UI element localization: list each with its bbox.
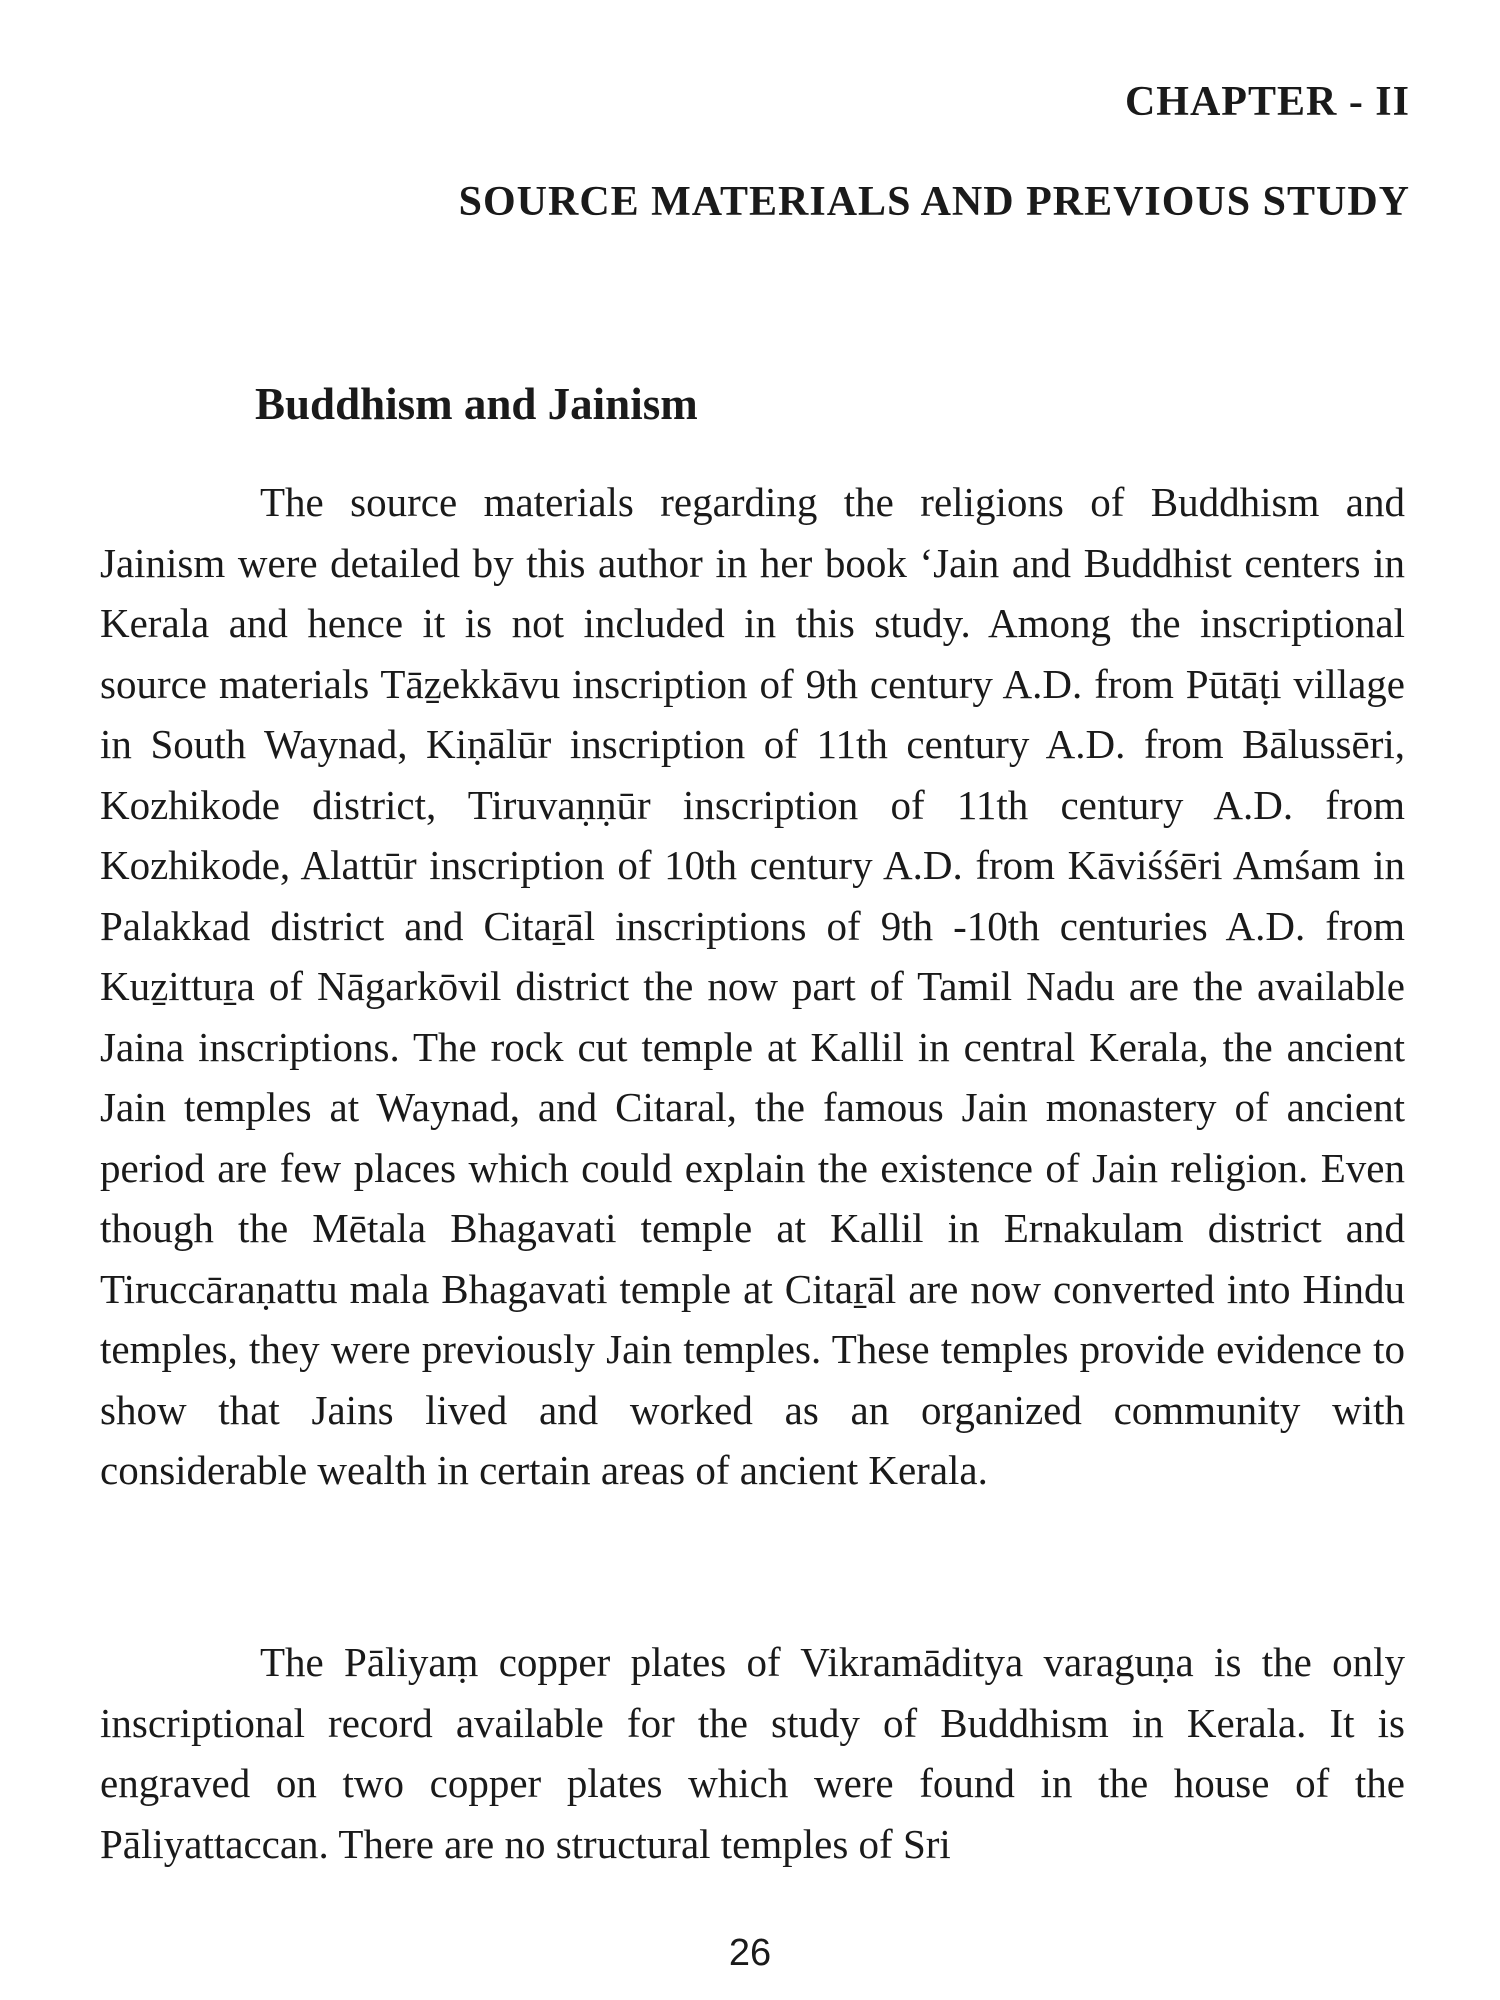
chapter-title: SOURCE MATERIALS AND PREVIOUS STUDY <box>458 179 1410 225</box>
section-heading: Buddhism and Jainism <box>255 379 698 429</box>
page-number: 26 <box>728 1932 772 1974</box>
body-paragraph-1: The source materials regarding the religions of Buddhism and Jainism were detailed by this author in her book ‘Jain and Buddhist centers in Kerala and hence it is not included in this study. Among the inscriptional source materials Tāẕekkāvu inscription of 9th century A.D. from Pūtāṭi village in South Waynad, Kiṇālūr inscription of 11th century A.D. from Bālussēri, Kozhikode district, Tiruvaṇṇūr inscription of 11th century A.D. from Kozhikode, Alattūr inscription of 10th century A.D. from Kāviśśēri Amśam in Palakkad district and Citaṟāl inscriptions of 9th -10th centuries A.D. from Kuẕittuṟa of Nāgarkōvil district the now part of Tamil Nadu are the available Jaina inscriptions. The rock cut temple at Kallil in central Kerala, the ancient Jain temples at Waynad, and Citaral, the famous Jain monastery of ancient period are few places which could explain the existence of Jain religion. Even though the Mētala Bhagavati temple at Kallil in Ernakulam district and Tiruccāraṇattu mala Bhagavati temple at Citaṟāl are now converted into Hindu temples, they were previously Jain temples. These temples provide evidence to show that Jains lived and worked as an organized community with considerable wealth in certain areas of ancient Kerala. <box>100 479 1405 1493</box>
body-paragraph-2: The Pāliyaṃ copper plates of Vikramāditya varaguṇa is the only inscriptional record available for the study of Buddhism in Kerala. It is engraved on two copper plates which were found in the house of the Pāliyattaccan. There are no structural temples of Sri <box>100 1639 1405 1867</box>
chapter-number: CHAPTER - II <box>1124 79 1410 125</box>
